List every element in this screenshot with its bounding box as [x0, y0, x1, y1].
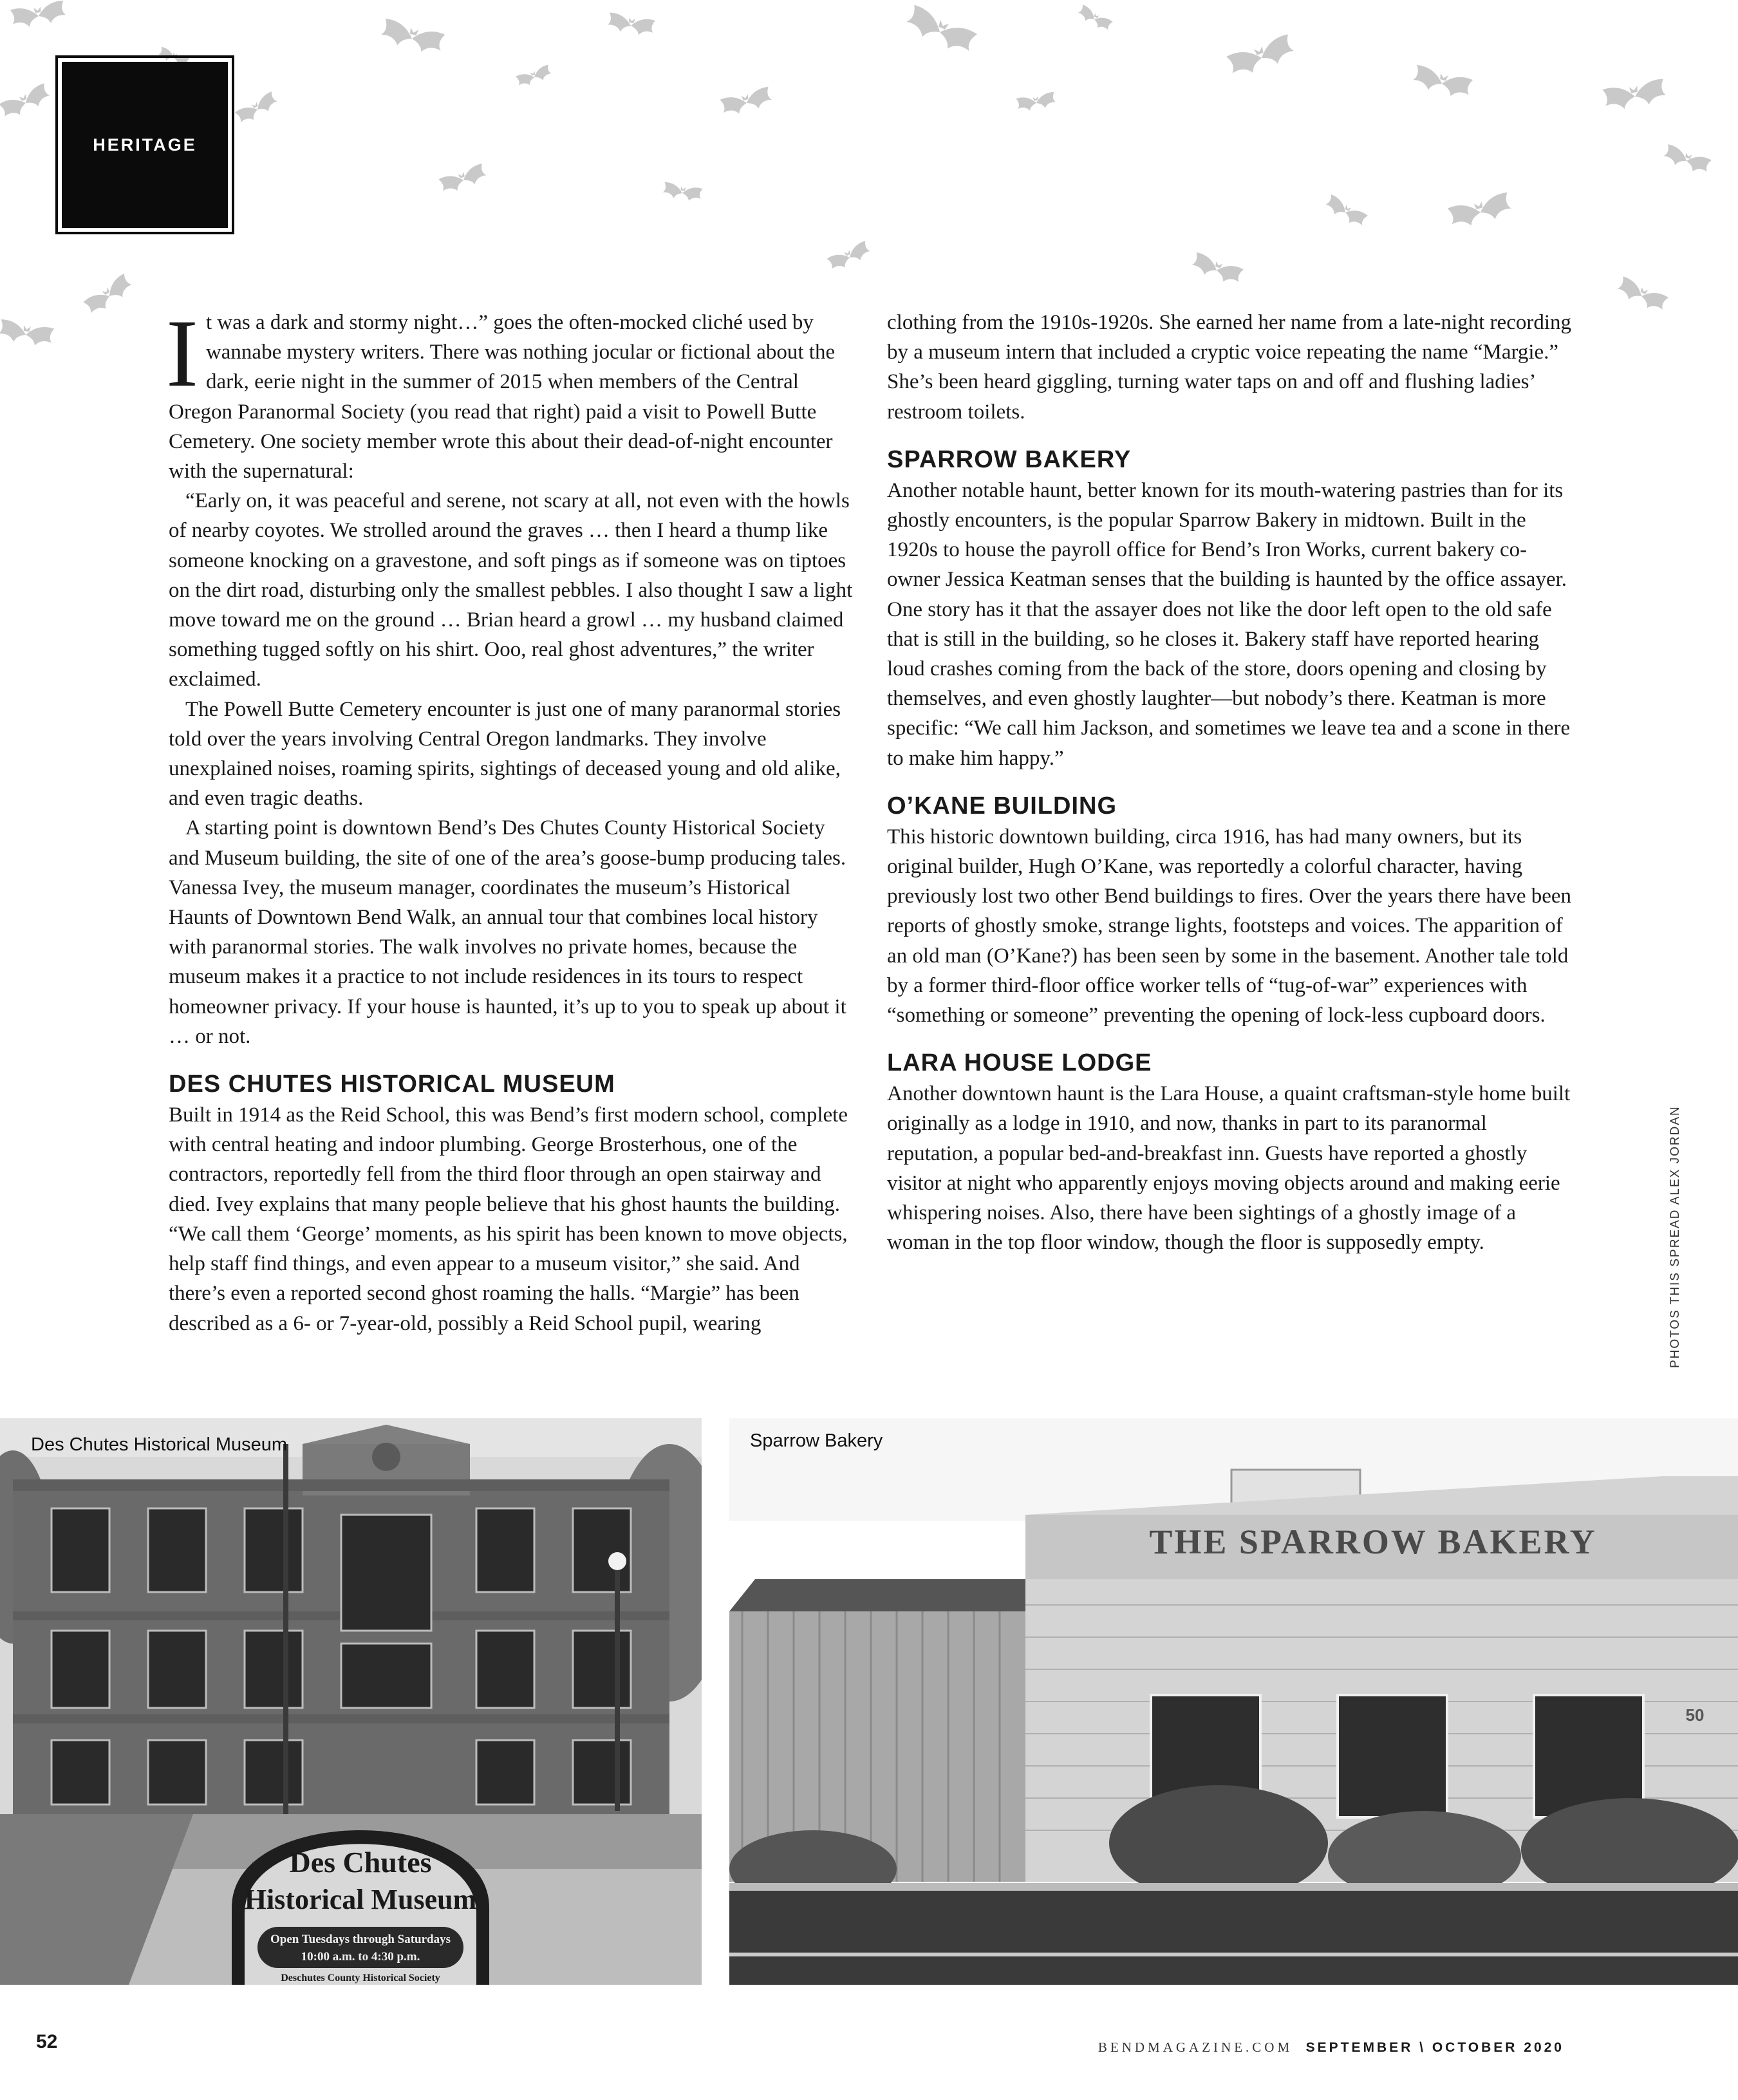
section-body: Built in 1914 as the Reid School, this was Bend’s first modern school, complete with central heating and indoor plumbing. George Brosterhous, one of the contractors, reportedly fell from the third floor through an open stairway and died. Ivey explains that many people believe that his ghost haunts the building. “We call them ‘George’ moments, as his spirit has been known to move objects, help staff find things, and even appear to a museum visitor,” she said. And there’s even a reported second ghost roaming the halls. “Margie” has been described as a 6- or 7-year-old, possibly a Reid School pupil, wearing [169, 1103, 848, 1335]
museum-photo-caption: Des Chutes Historical Museum [31, 1434, 288, 1455]
section-heading: O’KANE BUILDING [887, 792, 1117, 820]
section-heading: DES CHUTES HISTORICAL MUSEUM [169, 1071, 615, 1098]
bakery-photo [729, 1418, 1738, 1985]
footer-issue: SEPTEMBER \ OCTOBER 2020 [1305, 2040, 1564, 2055]
intro-paragraph [166, 300, 855, 486]
quote-paragraph: “Early on, it was peaceful and serene, not scary at all, not even with the howls of nearby coyotes. We strolled around the graves … then I heard a thump like someone knocking on a gravestone, and soft pings as if someone was on tiptoes on the dirt road, disturbing only the smallest pebbles. I also thought I saw a light move toward me on the ground … Brian heard a growl … my husband claimed something tugged softly on his shirt. Ooo, real ghost adventures,” the writer exclaimed. [169, 489, 853, 691]
article-column-left [166, 300, 855, 1338]
section-body: Another notable haunt, better known for its mouth-watering pastries than for its ghostly encounters, is the popular Sparrow Bakery in midtown. Built in the 1920s to house the payroll office for Bend’s Iron Works, current bakery co-owner Jessica Keatman senses that the building is haunted by the office assayer. One story has it that the assayer does not like the door left open to the old safe that is still in the building, so he closes it. Bakery staff have reported hearing loud crashes coming from the back of the store, doors opening and closing by themselves, and even ghostly laughter—but nobody’s there. Keatman is more specific: “We call him Jackson, and sometimes we leave tea and a scone in there to make him happy.” [887, 478, 1571, 770]
footer-site: BENDMAGAZINE.COM [1098, 2039, 1293, 2055]
building-number: 50 [1685, 1705, 1705, 1725]
drop-cap: I [166, 300, 198, 407]
page-number: 52 [36, 2031, 58, 2052]
sign-hours-1: Open Tuesdays through Saturdays [270, 1933, 451, 1946]
sign-line-2: Historical Museum [244, 1884, 477, 1915]
museum-photo [0, 1418, 702, 1985]
section-heading: SPARROW BAKERY [887, 445, 1132, 473]
page-footer [1094, 2039, 1564, 2056]
section-badge [62, 62, 228, 228]
section-label: HERITAGE [93, 135, 197, 155]
sign-line-1: Des Chutes [289, 1846, 432, 1879]
continued-paragraph: clothing from the 1910s-1920s. She earned her name from a late-night recording by a museum intern that included a cryptic voice repeating the name “Margie.” She’s been heard giggling, turning water taps on and off and flushing ladies’ restroom toilets. [887, 311, 1572, 424]
section-heading: LARA HOUSE LODGE [887, 1049, 1152, 1077]
section-body: This historic downtown building, circa 1916, has had many owners, but its original builder, Hugh O’Kane, was reportedly a colorful character, having previously lost two other Bend buildings to fires. Over the years there have been reports of ghostly smoke, strange lights, footsteps and voices. The apparition of an old man (O’Kane?) has been seen by some in the basement. Another tale told by a former third-floor office worker tells of “tug-of-war” experiences with “something or someone” preventing the opening of lock-less cupboard doors. [887, 825, 1572, 1027]
photo-credit: PHOTOS THIS SPREAD ALEX JORDAN [1668, 1105, 1682, 1368]
intro-text: t was a dark and stormy night…” goes the often-mocked cliché used by wannabe mystery writers. There was nothing jocular or fictional about the dark, eerie night in the summer of 2015 when members of the Central Oregon Paranormal Society (you read that right) paid a visit to Powell Butte Cemetery. One society member wrote this about their dead-of-night encounter with the supernatural: [169, 311, 836, 483]
bat-icon-group [0, 0, 1712, 348]
bat-pattern [0, 0, 1738, 361]
sign-hours-2: 10:00 a.m. to 4:30 p.m. [301, 1950, 420, 1964]
paragraph: The Powell Butte Cemetery encounter is just one of many paranormal stories told over the years involving Central Oregon landmarks. They involve unexplained noises, roaming spirits, sightings of deceased young and old alike, and even tragic deaths. [169, 697, 841, 811]
bakery-photo-caption: Sparrow Bakery [750, 1430, 883, 1451]
bakery-sign: THE SPARROW BAKERY [1149, 1523, 1597, 1561]
section-body: Another downtown haunt is the Lara House, a quaint craftsman-style home built originally as a lodge in 1910, and now, thanks in part to its paranormal reputation, a popular bed-and-breakfast inn. Guests have reported a ghostly visitor at night who apparently enjoys moving objects around and making eerie whispering noises. Also, there have been sightings of a ghostly image of a woman in the top floor window, though the floor is supposedly empty. [887, 1082, 1571, 1255]
article-column-right [887, 308, 1576, 1257]
paragraph: A starting point is downtown Bend’s Des Chutes County Historical Society and Museum building, the site of one of the area’s goose-bump producing tales. Vanessa Ivey, the museum manager, coordinates the museum’s Historical Haunts of Downtown Bend Walk, an annual tour that combines local history with paranormal stories. The walk involves no private homes, because the museum makes it a practice to not include residences in its tours to respect homeowner privacy. If your house is haunted, it’s up to you to speak up about it … or not. [169, 816, 846, 1048]
sign-society: Deschutes County Historical Society [281, 1973, 440, 1983]
